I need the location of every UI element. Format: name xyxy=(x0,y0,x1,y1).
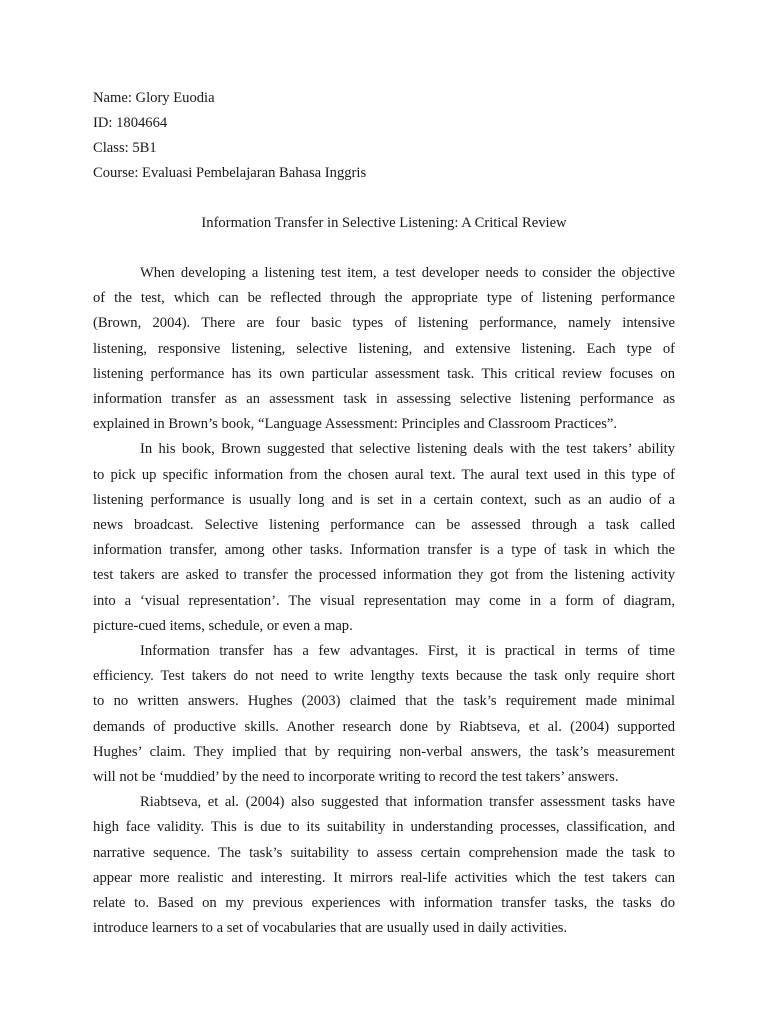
student-info-block xyxy=(93,86,366,186)
text-line: Riabtseva, et al. (2004) also suggested that information transfer assessment tasks have xyxy=(140,794,675,811)
text-line: listening performance is usually long and is set in a certain context, such as an audio of a xyxy=(93,491,675,508)
text-line: to pick up specific information from the chosen aural text. The aural text used in this type of xyxy=(93,466,675,483)
student-class: Class: 5B1 xyxy=(93,140,157,156)
paragraph-2 xyxy=(93,437,675,639)
text-line: to no written answers. Hughes (2003) claimed that the task’s requirement made minimal xyxy=(93,693,675,710)
course-name: Course: Evaluasi Pembelajaran Bahasa Inggris xyxy=(93,165,367,181)
document-title: Information Transfer in Selective Listening: A Critical Review xyxy=(201,215,567,231)
text-line: listening, responsive listening, selective listening, and extensive listening. Each type of xyxy=(93,340,675,357)
text-line: listening performance has its own particular assessment task. This critical review focuses on xyxy=(93,365,675,382)
text-line: explained in Brown’s book, “Language Assessment: Principles and Classroom Practices”. xyxy=(93,416,618,433)
text-line: of the test, which can be reflected through the appropriate type of listening performance xyxy=(93,290,675,307)
paragraph-1 xyxy=(93,261,675,437)
student-id: ID: 1804664 xyxy=(93,115,168,131)
text-line: appear more realistic and interesting. It mirrors real-life activities which the test takers can xyxy=(93,869,675,886)
text-line: Hughes’ claim. They implied that by requiring non-verbal answers, the task’s measurement xyxy=(93,743,675,760)
text-line: Information transfer has a few advantages. First, it is practical in terms of time xyxy=(140,643,675,660)
text-line: picture-cued items, schedule, or even a map. xyxy=(93,617,353,634)
text-line: high face validity. This is due to its suitability in understanding processes, classification, and xyxy=(93,819,675,836)
text-line: (Brown, 2004). There are four basic types of listening performance, namely intensive xyxy=(93,315,675,332)
text-line: information transfer as an assessment task in assessing selective listening performance as xyxy=(93,391,675,408)
text-line: narrative sequence. The task’s suitability to assess certain comprehension made the task to xyxy=(93,844,675,861)
text-line: information transfer, among other tasks. Information transfer is a type of task in which the xyxy=(93,542,675,559)
text-line: into a ‘visual representation’. The visual representation may come in a form of diagram, xyxy=(93,592,675,609)
text-line: demands of productive skills. Another research done by Riabtseva, et al. (2004) supported xyxy=(93,718,675,735)
document-body xyxy=(93,261,675,941)
text-line: test takers are asked to transfer the processed information they got from the listening activity xyxy=(93,567,675,584)
text-line: In his book, Brown suggested that selective listening deals with the test takers’ ability xyxy=(140,441,675,458)
student-name: Name: Glory Euodia xyxy=(93,90,215,106)
paragraph-4 xyxy=(93,790,675,941)
text-line: efficiency. Test takers do not need to write lengthy texts because the task only require short xyxy=(93,668,675,685)
text-line: When developing a listening test item, a test developer needs to consider the objective xyxy=(140,265,675,281)
text-line: introduce learners to a set of vocabularies that are usually used in daily activities. xyxy=(93,920,568,937)
paragraph-3 xyxy=(93,639,675,790)
text-line: will not be ‘muddied’ by the need to incorporate writing to record the test takers’ answers. xyxy=(93,769,619,786)
text-line: news broadcast. Selective listening performance can be assessed through a task called xyxy=(93,517,675,534)
text-line: relate to. Based on my previous experiences with information transfer tasks, the tasks do xyxy=(93,895,675,912)
